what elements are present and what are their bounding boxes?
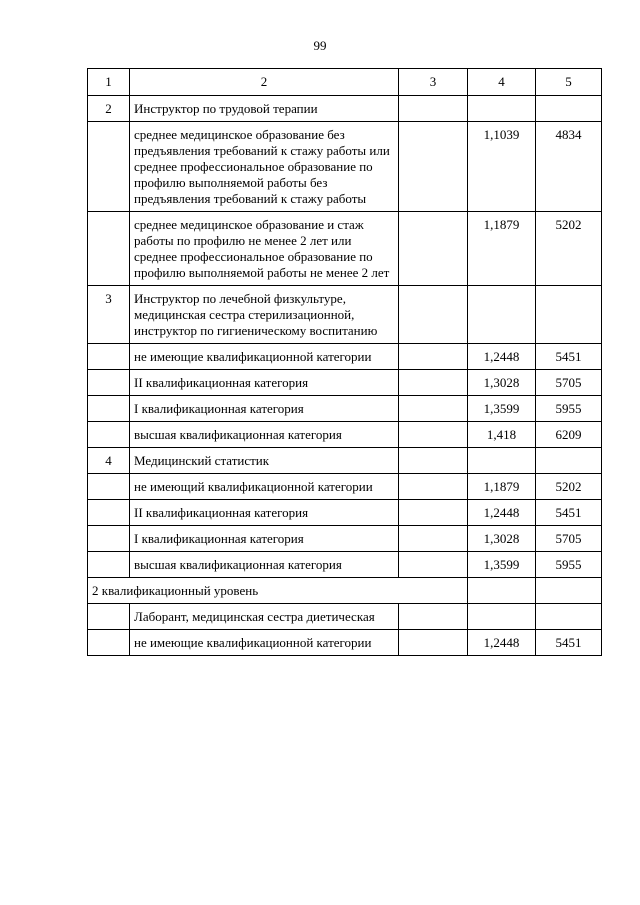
empty-column-cell — [399, 448, 468, 474]
salary-cell: 4834 — [536, 122, 602, 212]
row-number-cell — [88, 604, 130, 630]
row-number-cell: 3 — [88, 286, 130, 344]
salary-cell: 6209 — [536, 422, 602, 448]
coefficient-cell — [468, 578, 536, 604]
empty-column-cell — [399, 212, 468, 286]
header-cell-1: 1 — [88, 69, 130, 96]
empty-column-cell — [399, 396, 468, 422]
row-number-cell — [88, 474, 130, 500]
table-row — [88, 448, 602, 474]
coefficient-cell: 1,2448 — [468, 500, 536, 526]
table-row — [88, 474, 602, 500]
table-row — [88, 604, 602, 630]
row-number-cell — [88, 500, 130, 526]
table-row — [88, 630, 602, 656]
coefficient-cell: 1,2448 — [468, 344, 536, 370]
empty-column-cell — [399, 344, 468, 370]
position-cell: не имеющие квалификационной категории — [130, 630, 399, 656]
header-cell-2: 2 — [130, 69, 399, 96]
coefficient-cell: 1,1879 — [468, 212, 536, 286]
position-cell: II квалификационная категория — [130, 370, 399, 396]
coefficient-cell — [468, 96, 536, 122]
empty-column-cell — [399, 500, 468, 526]
salary-cell: 5202 — [536, 212, 602, 286]
empty-column-cell — [399, 122, 468, 212]
page-number: 99 — [313, 38, 327, 53]
position-cell: Инструктор по лечебной физкультуре, медицинская сестра стерилизационной, инструктор по гигиеническому воспитанию — [130, 286, 399, 344]
empty-column-cell — [399, 370, 468, 396]
salary-cell: 5705 — [536, 526, 602, 552]
salary-cell — [536, 286, 602, 344]
salary-cell: 5705 — [536, 370, 602, 396]
position-cell: Лаборант, медицинская сестра диетическая — [130, 604, 399, 630]
empty-column-cell — [399, 604, 468, 630]
table-header-row — [88, 69, 602, 96]
table-row — [88, 578, 602, 604]
salary-cell — [536, 604, 602, 630]
table-row — [88, 396, 602, 422]
coefficient-cell: 1,1039 — [468, 122, 536, 212]
row-number-cell — [88, 422, 130, 448]
row-number-cell — [88, 344, 130, 370]
coefficient-cell: 1,418 — [468, 422, 536, 448]
salary-cell: 5955 — [536, 396, 602, 422]
row-number-cell — [88, 370, 130, 396]
salary-cell: 5451 — [536, 500, 602, 526]
empty-column-cell — [399, 422, 468, 448]
position-cell: не имеющие квалификационной категории — [130, 344, 399, 370]
table-row — [88, 422, 602, 448]
coefficient-cell: 1,3028 — [468, 526, 536, 552]
header-cell-4: 4 — [468, 69, 536, 96]
row-number-cell — [88, 630, 130, 656]
coefficient-cell: 1,1879 — [468, 474, 536, 500]
empty-column-cell — [399, 630, 468, 656]
salary-table — [87, 68, 602, 656]
position-cell: Медицинский статистик — [130, 448, 399, 474]
salary-cell: 5202 — [536, 474, 602, 500]
coefficient-cell — [468, 448, 536, 474]
position-cell: II квалификационная категория — [130, 500, 399, 526]
coefficient-cell: 1,3028 — [468, 370, 536, 396]
table-row — [88, 526, 602, 552]
salary-cell: 5451 — [536, 344, 602, 370]
salary-cell — [536, 96, 602, 122]
table-row — [88, 286, 602, 344]
position-cell: высшая квалификационная категория — [130, 552, 399, 578]
position-cell: среднее медицинское образование и стаж работы по профилю не менее 2 лет или среднее профессиональное образование по профилю выполняемой работы не менее 2 лет — [130, 212, 399, 286]
coefficient-cell: 1,3599 — [468, 396, 536, 422]
coefficient-cell — [468, 604, 536, 630]
table-row — [88, 370, 602, 396]
empty-column-cell — [399, 286, 468, 344]
position-cell: среднее медицинское образование без предъявления требований к стажу работы или среднее профессиональное образование по профилю выполняемой работы без предъявления требований к стажу работы — [130, 122, 399, 212]
table-row — [88, 122, 602, 212]
row-number-cell — [88, 552, 130, 578]
table-row — [88, 212, 602, 286]
header-cell-5: 5 — [536, 69, 602, 96]
salary-cell: 5451 — [536, 630, 602, 656]
table-row — [88, 500, 602, 526]
coefficient-cell — [468, 286, 536, 344]
salary-cell — [536, 448, 602, 474]
row-number-cell — [88, 212, 130, 286]
row-number-cell: 4 — [88, 448, 130, 474]
empty-column-cell — [399, 552, 468, 578]
position-cell: Инструктор по трудовой терапии — [130, 96, 399, 122]
empty-column-cell — [399, 526, 468, 552]
table-row — [88, 96, 602, 122]
position-cell: I квалификационная категория — [130, 526, 399, 552]
row-number-cell — [88, 122, 130, 212]
table-body — [88, 69, 602, 656]
header-cell-3: 3 — [399, 69, 468, 96]
row-number-cell — [88, 396, 130, 422]
table-row — [88, 344, 602, 370]
row-number-cell — [88, 526, 130, 552]
salary-cell — [536, 578, 602, 604]
empty-column-cell — [399, 96, 468, 122]
salary-cell: 5955 — [536, 552, 602, 578]
section-heading-cell: 2 квалификационный уровень — [88, 578, 468, 604]
position-cell: высшая квалификационная категория — [130, 422, 399, 448]
position-cell: I квалификационная категория — [130, 396, 399, 422]
coefficient-cell: 1,3599 — [468, 552, 536, 578]
empty-column-cell — [399, 474, 468, 500]
table-row — [88, 552, 602, 578]
coefficient-cell: 1,2448 — [468, 630, 536, 656]
row-number-cell: 2 — [88, 96, 130, 122]
position-cell: не имеющий квалификационной категории — [130, 474, 399, 500]
